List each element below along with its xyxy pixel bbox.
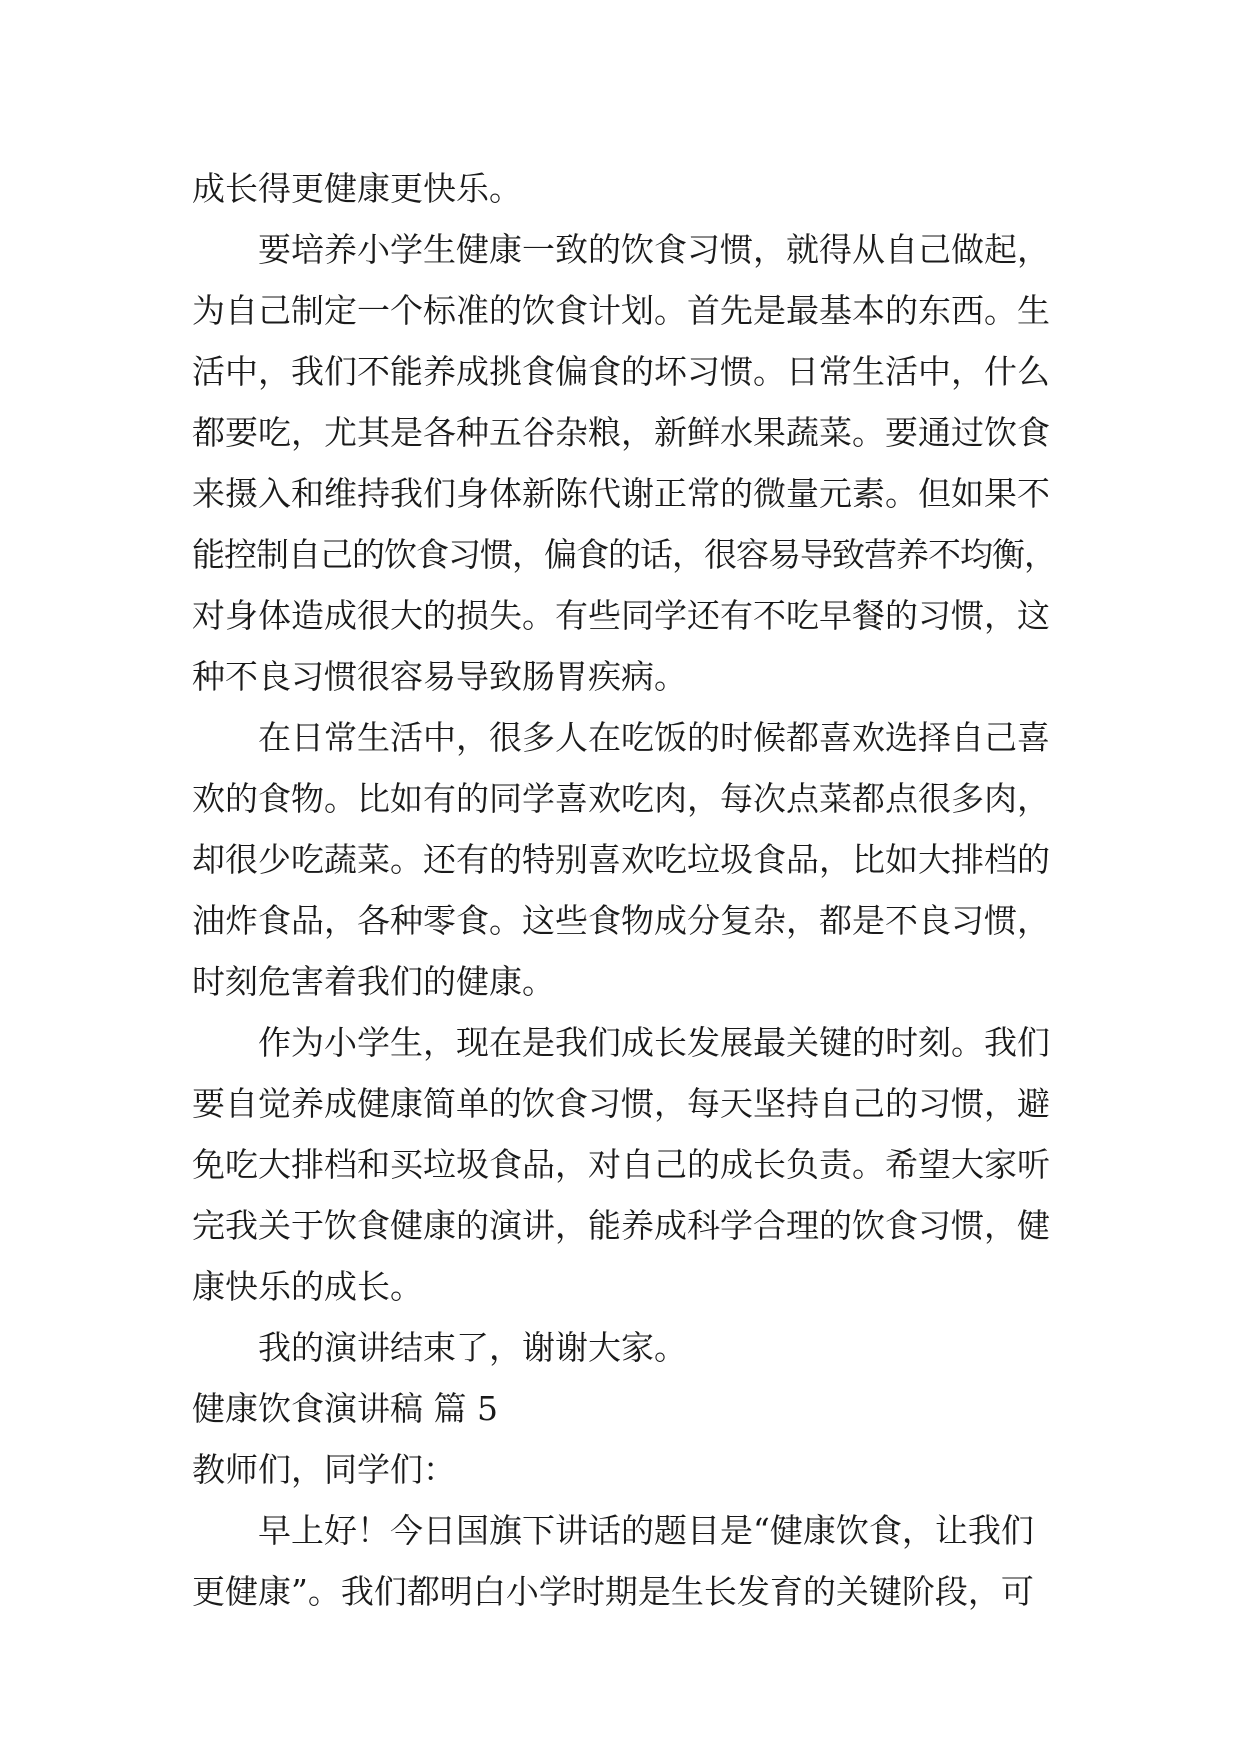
document-body xyxy=(192,158,1072,1622)
text-line: 作为小学生，现在是我们成长发展最关键的时刻。我们 xyxy=(258,1023,1050,1062)
text-line: 在日常生活中，很多人在吃饭的时候都喜欢选择自己喜 xyxy=(258,718,1050,757)
text-line: 时刻危害着我们的健康。 xyxy=(192,962,555,1001)
text-line: 油炸食品，各种零食。这些食物成分复杂，都是不良习惯， xyxy=(192,901,1050,940)
section-heading: 健康饮食演讲稿 篇 5 xyxy=(192,1389,498,1428)
text-line: 种不良习惯很容易导致肠胃疾病。 xyxy=(192,657,687,696)
text-line: 却很少吃蔬菜。还有的特别喜欢吃垃圾食品，比如大排档的 xyxy=(192,840,1050,879)
salutation: 教师们，同学们： xyxy=(192,1450,456,1489)
text-line: 能控制自己的饮食习惯，偏食的话，很容易导致营养不均衡， xyxy=(192,535,1056,574)
text-line: 要自觉养成健康简单的饮食习惯，每天坚持自己的习惯，避 xyxy=(192,1084,1050,1123)
text-line: 成长得更健康更快乐。 xyxy=(192,169,522,208)
text-line: 完我关于饮食健康的演讲，能养成科学合理的饮食习惯，健 xyxy=(192,1206,1050,1245)
text-line: 早上好！今日国旗下讲话的题目是“健康饮食，让我们 xyxy=(258,1511,1034,1550)
text-line: 更健康”。我们都明白小学时期是生长发育的关键阶段，可 xyxy=(192,1572,1034,1611)
text-line: 对身体造成很大的损失。有些同学还有不吃早餐的习惯，这 xyxy=(192,596,1050,635)
text-line: 活中，我们不能养成挑食偏食的坏习惯。日常生活中，什么 xyxy=(192,352,1050,391)
text-line: 都要吃，尤其是各种五谷杂粮，新鲜水果蔬菜。要通过饮食 xyxy=(192,413,1050,452)
text-line: 康快乐的成长。 xyxy=(192,1267,423,1306)
text-line: 我的演讲结束了，谢谢大家。 xyxy=(258,1328,687,1367)
text-line: 来摄入和维持我们身体新陈代谢正常的微量元素。但如果不 xyxy=(192,474,1050,513)
text-line: 为自己制定一个标准的饮食计划。首先是最基本的东西。生 xyxy=(192,291,1050,330)
text-line: 要培养小学生健康一致的饮食习惯，就得从自己做起， xyxy=(258,230,1050,269)
text-line: 免吃大排档和买垃圾食品，对自己的成长负责。希望大家听 xyxy=(192,1145,1050,1184)
text-line: 欢的食物。比如有的同学喜欢吃肉，每次点菜都点很多肉， xyxy=(192,779,1050,818)
